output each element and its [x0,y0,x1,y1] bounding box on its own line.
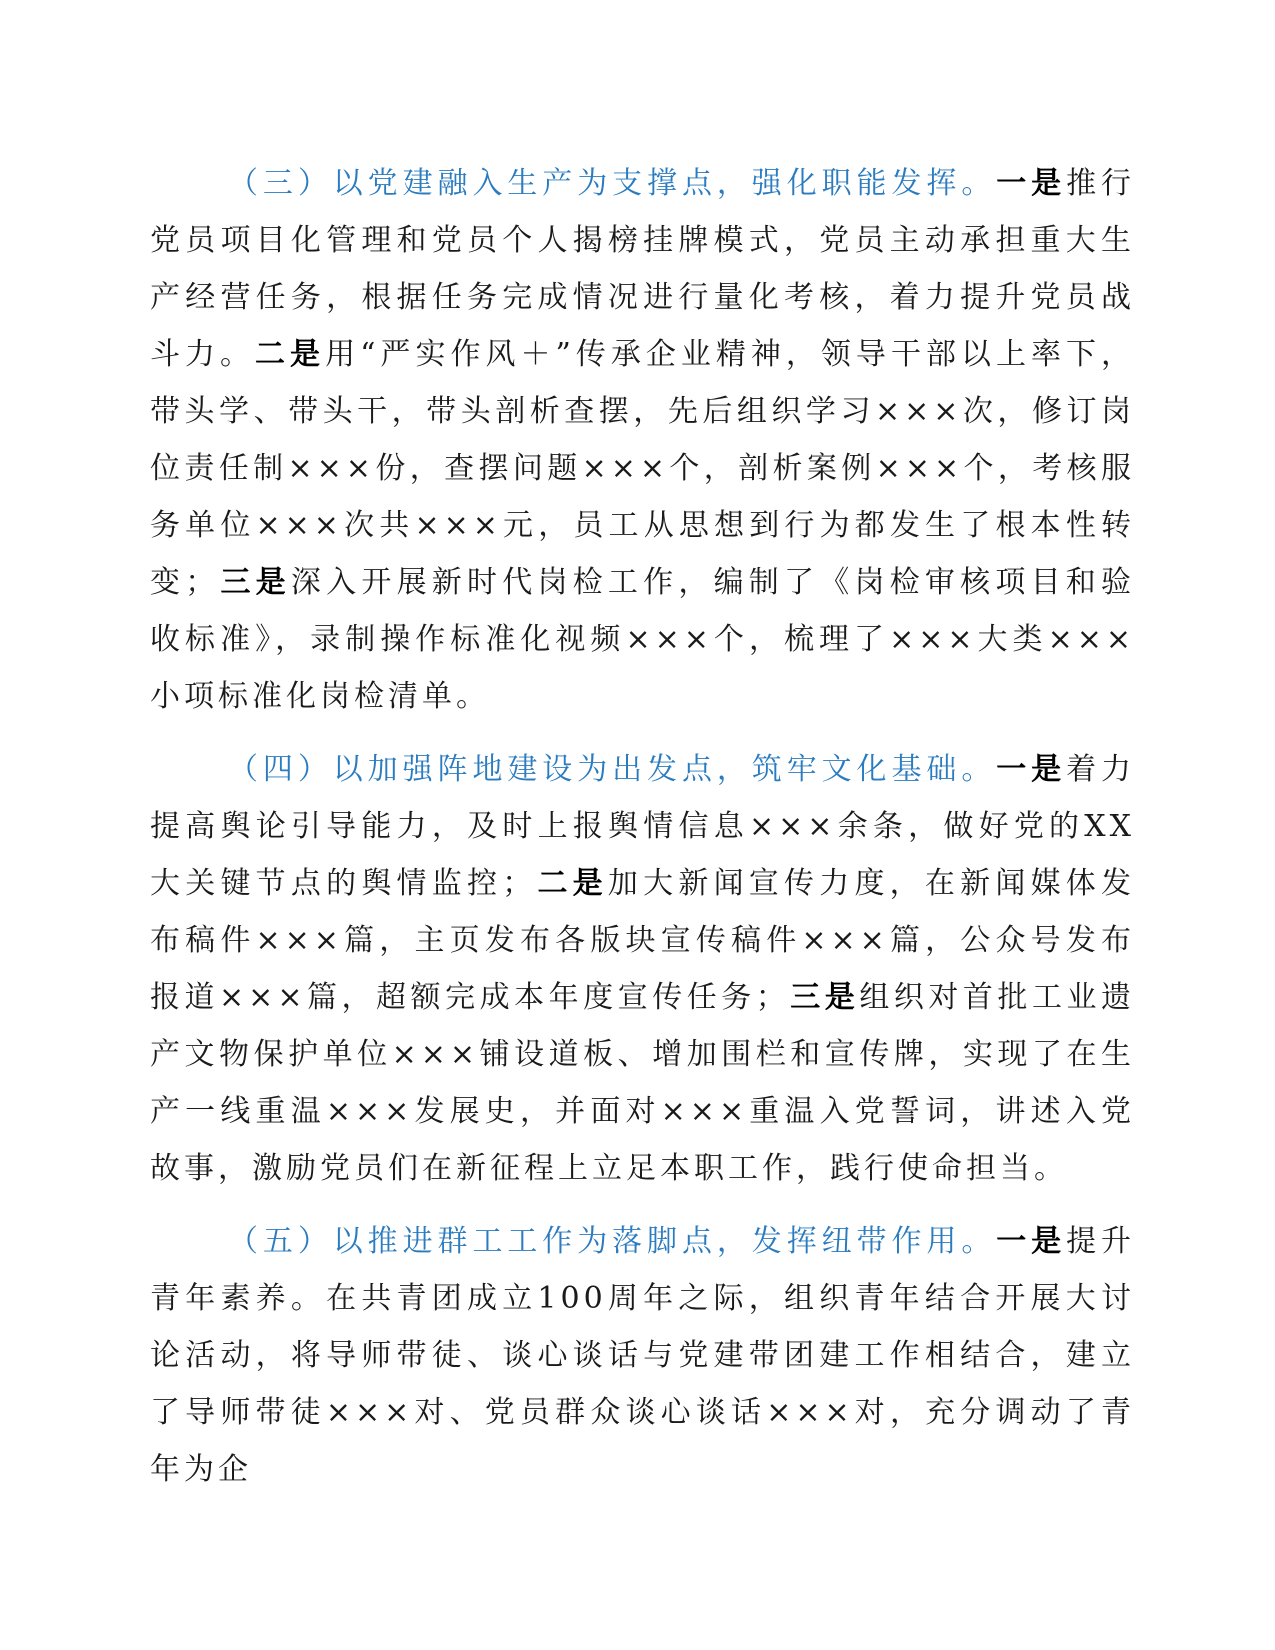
paragraph-section-4 [150,741,1135,1197]
paragraph-text: 推行党员项目化管理和党员个人揭榜挂牌模式，党员主动承担重大生产经营任务，根据任务完成情况进行量化考核，着力提升党员战斗力。 [150,166,1136,372]
paragraph-text: 深入开展新时代岗检工作，编制了《岗检审核项目和验收标准》，录制操作标准化视频×××个，梳理了×××大类×××小项标准化岗检清单。 [150,565,1136,714]
section-heading: （四）以加强阵地建设为出发点，筑牢文化基础。 [228,752,997,787]
lead-marker: 二是 [255,337,326,372]
paragraph-text: 加大新闻宣传力度，在新闻媒体发布稿件×××篇，主页发布各版块宣传稿件×××篇，公众号发布报道×××篇，超额完成本年度宣传任务； [150,866,1136,1015]
lead-marker: 二是 [536,866,608,901]
paragraph-text: 用“严实作风＋”传承企业精神，领导干部以上率下，带头学、带头干，带头剖析查摆，先后组织学习×××次，修订岗位责任制×××份，查摆问题×××个，剖析案例×××个，考核服务单位×××次共×××元，员工从思想到行为都发生了根本性转变； [150,337,1136,600]
document-page [150,155,1135,1514]
lead-marker: 一是 [996,1224,1067,1259]
paragraph-text: 提升青年素养。在共青团成立100周年之际，组织青年结合开展大讨论活动，将导师带徒、谈心谈话与党建带团建工作相结合，建立了导师带徒×××对、党员群众谈心谈话×××对，充分调动了青年为企 [150,1224,1136,1487]
paragraph-text: 着力提高舆论引导能力，及时上报舆情信息×××余条，做好党的XX大关键节点的舆情监控； [150,752,1136,901]
lead-marker: 一是 [996,166,1067,201]
lead-marker: 三是 [789,980,860,1015]
lead-marker: 三是 [219,565,291,600]
section-heading: （三）以党建融入生产为支撑点，强化职能发挥。 [228,166,997,201]
paragraph-section-5 [150,1213,1135,1498]
paragraph-section-3 [150,155,1135,725]
paragraph-text: 组织对首批工业遗产文物保护单位×××铺设道板、增加围栏和宣传牌，实现了在生产一线重温×××发展史，并面对×××重温入党誓词，讲述入党故事，激励党员们在新征程上立足本职工作，践行使命担当。 [150,980,1135,1186]
section-heading: （五）以推进群工工作为落脚点，发挥纽带作用。 [228,1224,997,1259]
lead-marker: 一是 [996,752,1067,787]
